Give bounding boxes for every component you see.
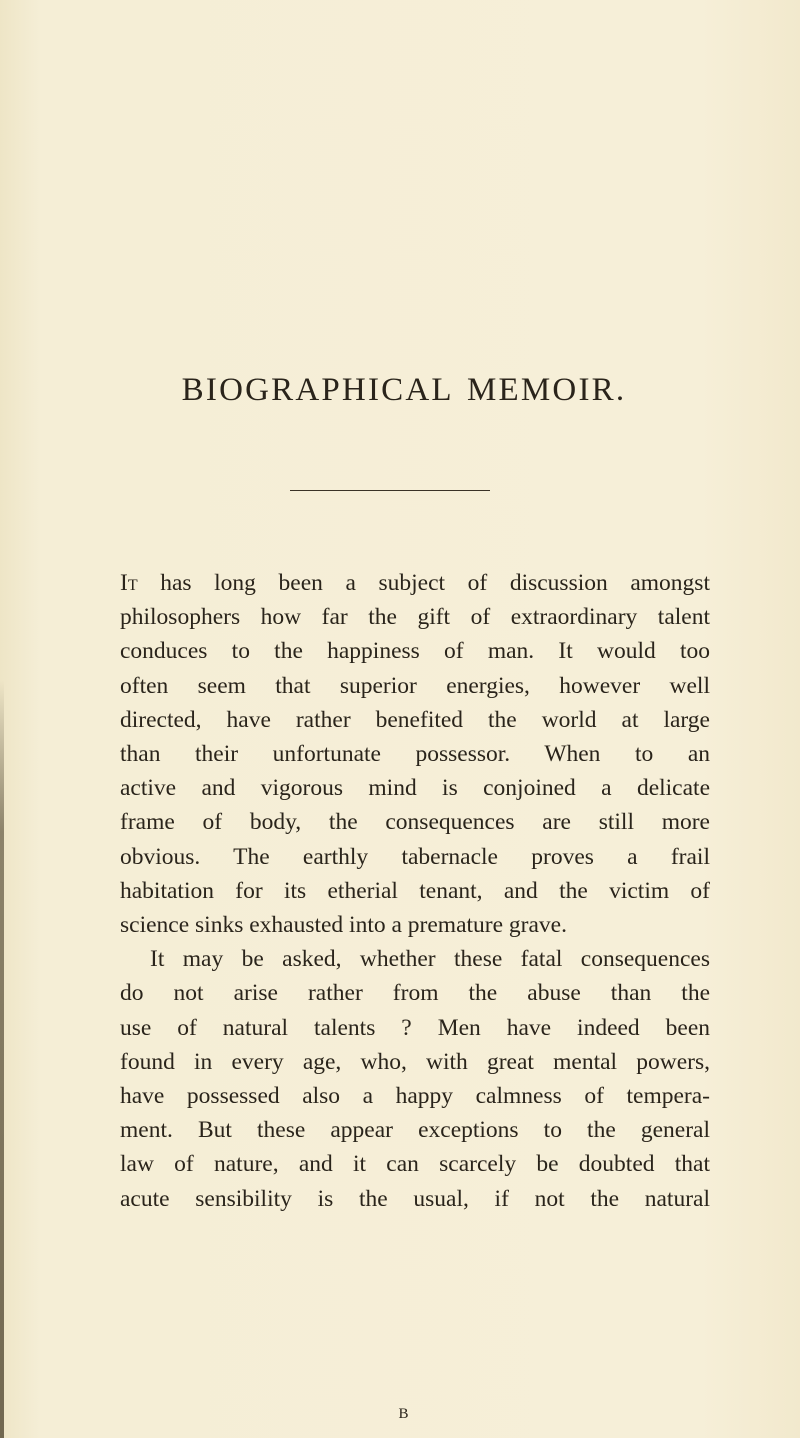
text-line: habitation for its etherial tenant, and the victim of bbox=[120, 877, 710, 904]
text-line: It has long been a subject of discussion amongst bbox=[120, 570, 710, 596]
text-line: directed, have rather benefited the world at large bbox=[120, 706, 710, 733]
text-line: ment. But these appear exceptions to the general bbox=[120, 1117, 710, 1144]
text-line: have possessed also a happy calmness of tempera- bbox=[120, 1083, 710, 1110]
text-line: philosophers how far the gift of extraordinary talent bbox=[120, 604, 710, 631]
memoir-body-text bbox=[120, 566, 710, 1216]
drop-word: It bbox=[120, 570, 138, 596]
text-line: science sinks exhausted into a premature grave. bbox=[120, 912, 567, 939]
text-line: active and vigorous mind is conjoined a delicate bbox=[120, 775, 710, 802]
text-line: found in every age, who, with great mental powers, bbox=[120, 1048, 710, 1075]
text-line: obvious. The earthly tabernacle proves a frail bbox=[120, 843, 710, 870]
text-line: do not arise rather from the abuse than the bbox=[120, 980, 710, 1007]
text-line: conduces to the happiness of man. It would too bbox=[120, 638, 710, 665]
text-line: acute sensibility is the usual, if not the natural bbox=[120, 1185, 710, 1212]
text-line: law of nature, and it can scarcely be doubted that bbox=[120, 1151, 710, 1178]
text-line: use of natural talents ? Men have indeed been bbox=[120, 1014, 710, 1041]
page-title: BIOGRAPHICAL MEMOIR. bbox=[181, 372, 627, 408]
title-divider-rule bbox=[290, 490, 490, 491]
text-line: It may be asked, whether these fatal consequences bbox=[150, 946, 710, 973]
text-line: frame of body, the consequences are still more bbox=[120, 809, 710, 836]
text-line: often seem that superior energies, however well bbox=[120, 672, 710, 699]
paragraph-2 bbox=[120, 942, 710, 1216]
paragraph-1 bbox=[120, 566, 710, 942]
signature-mark: B bbox=[398, 1406, 410, 1422]
text-line: than their unfortunate possessor. When to an bbox=[120, 741, 710, 768]
page-spine-shadow bbox=[0, 680, 4, 1438]
